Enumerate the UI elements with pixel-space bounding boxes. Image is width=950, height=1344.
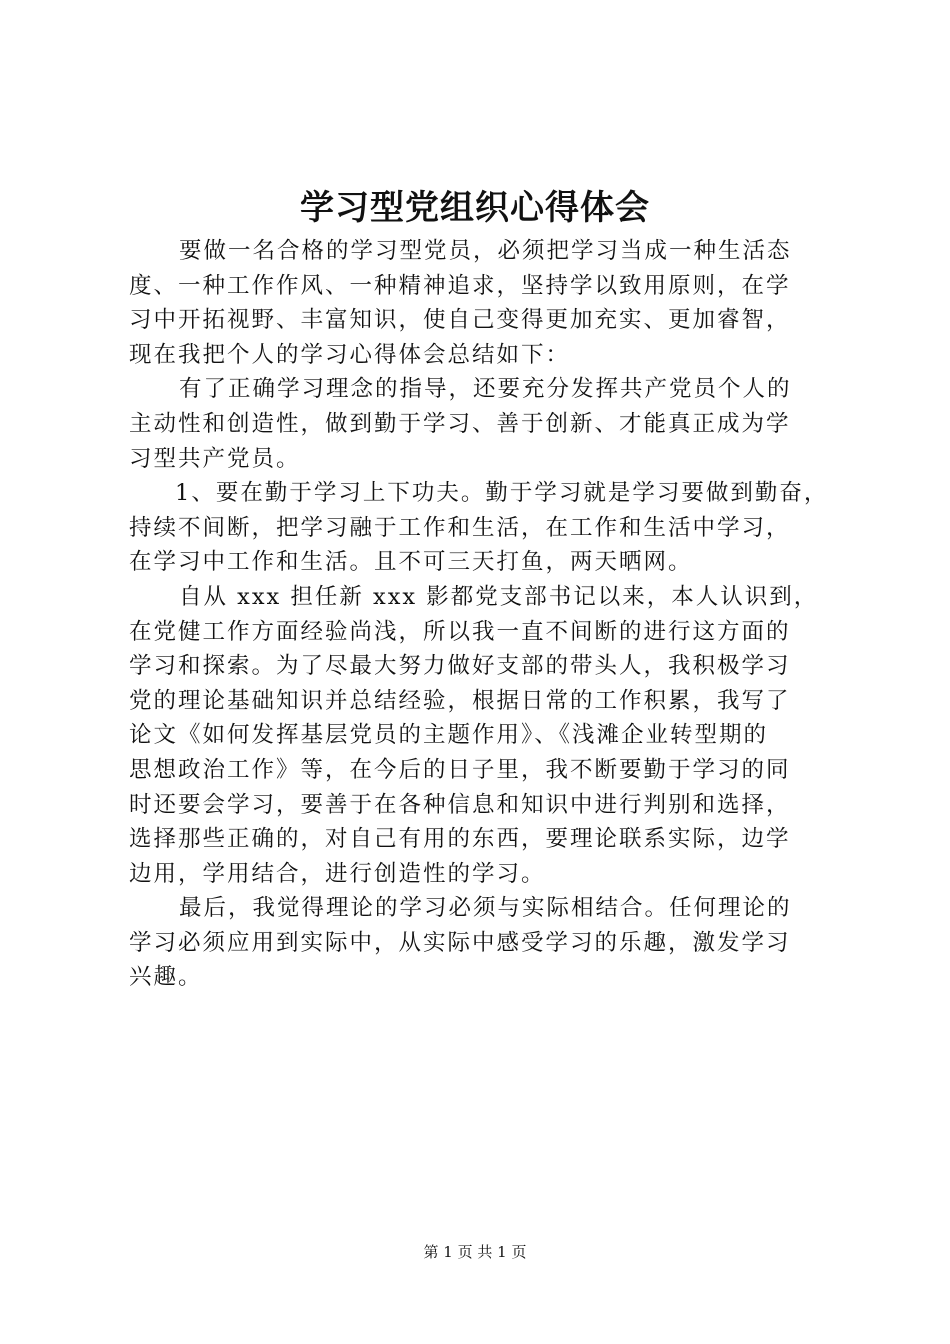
text-line: 主动性和创造性，做到勤于学习、善于创新、才能真正成为学 — [129, 410, 791, 437]
text-line: 学习和探索。为了尽最大努力做好支部的带头人，我积极学习 — [129, 653, 791, 680]
text-line: 时还要会学习，要善于在各种信息和知识中进行判别和选择， — [129, 791, 791, 818]
text-line: 最后，我觉得理论的学习必须与实际相结合。任何理论的 — [179, 895, 792, 922]
page-footer: 第 1 页 共 1 页 — [423, 1243, 527, 1261]
text-line: 习型共产党员。 — [129, 445, 301, 472]
text-line: 思想政治工作》等，在今后的日子里，我不断要勤于学习的同 — [129, 756, 791, 783]
text-line: 要做一名合格的学习型党员，必须把学习当成一种生活态 — [179, 238, 792, 264]
text-line: 有了正确学习理念的指导，还要充分发挥共产党员个人的 — [179, 376, 792, 403]
document-title: 学习型党组织心得体会 — [300, 188, 650, 228]
text-line: 习中开拓视野、丰富知识，使自己变得更加充实、更加睿智， — [129, 307, 791, 334]
text-line: 1、要在勤于学习上下功夫。勤于学习就是学习要做到勤奋， — [175, 480, 829, 507]
text-line: 兴趣。 — [129, 964, 203, 991]
document-body — [129, 234, 833, 995]
text-line: 自从 xxx 担任新 xxx 影都党支部书记以来，本人认识到， — [179, 583, 819, 610]
text-line: 选择那些正确的，对自己有用的东西，要理论联系实际，边学 — [129, 826, 791, 853]
text-line: 党的理论基础知识并总结经验，根据日常的工作积累，我写了 — [129, 687, 791, 714]
text-line: 持续不间断，把学习融于工作和生活，在工作和生活中学习， — [129, 514, 791, 541]
text-line: 论文《如何发挥基层党员的主题作用》、《浅滩企业转型期的 — [129, 722, 769, 749]
text-line: 在学习中工作和生活。且不可三天打鱼，两天晒网。 — [129, 549, 693, 576]
text-line: 度、一种工作作风、一种精神追求，坚持学以致用原则，在学 — [129, 272, 791, 299]
text-line: 学习必须应用到实际中，从实际中感受学习的乐趣，激发学习 — [129, 929, 791, 956]
text-line: 边用，学用结合，进行创造性的学习。 — [129, 860, 546, 887]
text-line: 在党健工作方面经验尚浅，所以我一直不间断的进行这方面的 — [129, 618, 791, 645]
text-line: 现在我把个人的学习心得体会总结如下： — [129, 341, 571, 368]
